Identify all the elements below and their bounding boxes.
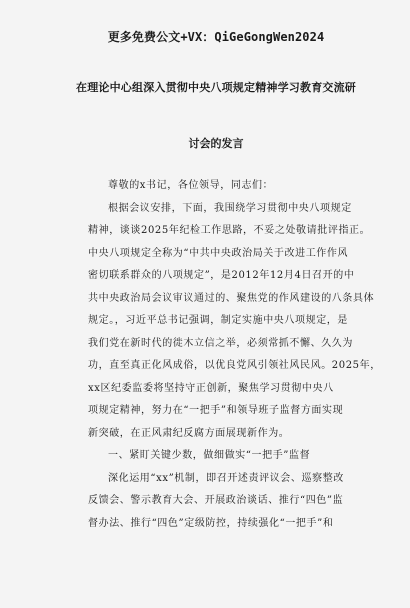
body-line: 共中央政治局会议审议通过的、聚焦党的作风建设的八条具体	[88, 292, 375, 304]
salutation	[88, 175, 344, 198]
paragraph-background	[88, 243, 381, 446]
body-line: xx区纪委监委将坚持守正创新，聚焦学习贯彻中央八	[88, 382, 334, 394]
body-line: 新突破，在正风肃纪反腐方面展现新作为。	[88, 427, 290, 439]
body-line: 根据会议安排，下面，我围绕学习贯彻中央八项规定	[108, 202, 352, 214]
body-line: 精神，谈谈2025年纪检工作思路，不妥之处敬请批评指正。	[88, 225, 371, 236]
document-page	[0, 28, 410, 608]
body-line: 深化运用“xx”机制，即召开述责评议会、巡察整改	[108, 472, 344, 484]
body-line: 项规定精神，努力在“一把手”和领导班子监督方面实现	[88, 405, 344, 416]
body-line: 我们党在新时代的徙木立信之举，必须常抓不懈、久久为	[88, 337, 353, 349]
body-line: 密切联系群众的八项规定”，是2012年12月4日召开的中	[88, 270, 355, 281]
body-line: 尊敬的x书记，各位领导，同志们：	[108, 180, 274, 191]
body-line: 规定。，习近平总书记强调，制定实施中央八项规定，是	[88, 315, 348, 326]
document-title-continued: 讨会的发言	[188, 137, 244, 150]
body-line: 中央八项规定全称为“中共中央政治局关于改进工作作风	[88, 247, 349, 259]
document-title: 在理论中心组深入贯彻中央八项规定精神学习教育交流研	[76, 81, 356, 94]
document-body	[88, 175, 381, 535]
section-heading-text: 一、紧盯关键少数，做细做实“一把手”监督	[108, 450, 311, 461]
paragraph-section-one	[88, 468, 344, 536]
paragraph-intro	[88, 198, 371, 243]
page-header: 更多免费公文+VX：QiGeGongWen2024	[107, 30, 325, 44]
body-line: 反馈会、警示教育大会、开展政治谈话、推行“四色”监	[88, 495, 344, 506]
section-heading	[88, 445, 344, 468]
body-line: 功，直至真正化风成俗，以优良党风引领社风民风。2025年，	[88, 360, 381, 371]
body-line: 督办法、推行“四色”定级防控，持续强化“一把手”和	[88, 517, 334, 529]
